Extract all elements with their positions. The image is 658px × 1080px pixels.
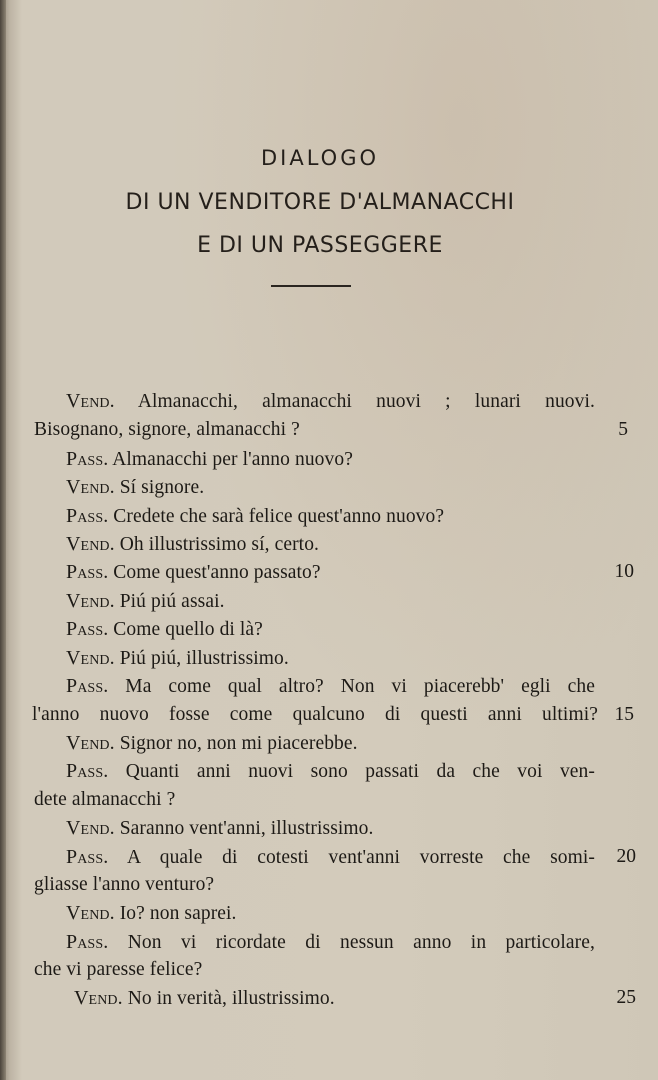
dialogue-line [34,874,214,896]
line-number: 25 [616,987,636,1008]
line-number: 5 [618,419,628,440]
dialogue-text: Credete che sarà felice quest'anno nuovo? [113,506,445,527]
dialogue-text: Almanacchi per l'anno nuovo? [112,449,353,470]
speaker-label: Vend. [66,647,115,669]
line-number: 20 [616,846,636,867]
dialogue-text: No in verità, illustrissimo. [127,988,335,1009]
dialogue-text: dete almanacchi ? [34,789,176,810]
dialogue-text: Non vi ricordate di nessun anno in particolare, [127,932,595,953]
dialogue-line [66,760,595,783]
speaker-label: Pass. [66,561,109,583]
speaker-label: Vend. [66,590,115,612]
speaker-label: Pass. [66,846,109,868]
dialogue-line [66,647,289,670]
speaker-label: Pass. [66,675,109,697]
speaker-label: Pass. [66,505,109,527]
speaker-label: Vend. [74,987,123,1009]
dialogue-line [66,931,595,954]
speaker-label: Vend. [66,390,115,412]
dialogue-line [66,902,237,925]
title-dialogo: DIALOGO [260,146,379,170]
dialogue-text: Almanacchi, almanacchi nuovi ; lunari nuovi. [137,391,595,412]
dialogue-text: gliasse l'anno venturo? [34,874,215,895]
dialogue-line [66,675,595,698]
dialogue-line [66,533,319,556]
dialogue-line [66,476,204,499]
dialogue-line [66,618,263,641]
dialogue-text: Piú piú, illustrissimo. [119,648,289,669]
speaker-label: Vend. [66,533,115,555]
speaker-label: Pass. [66,760,109,782]
dialogue-text: Quanti anni nuovi sono passati da che voi ven- [125,761,595,782]
dialogue-text: che vi paresse felice? [34,959,203,980]
dialogue-text: Oh illustrissimo sí, certo. [119,534,320,555]
dialogue-line [66,448,353,471]
dialogue-line [66,390,595,413]
dialogue-text: Come quello di là? [113,619,263,640]
dialogue-text: Piú piú assai. [119,591,225,612]
dialogue-line [74,987,335,1010]
speaker-label: Vend. [66,817,115,839]
speaker-label: Pass. [66,448,109,470]
dialogue-text: Signor no, non mi piacerebbe. [119,733,358,754]
dialogue-line [66,505,444,528]
dialogue-line [66,732,358,755]
speaker-label: Pass. [66,931,109,953]
dialogue-text: Ma come qual altro? Non vi piacerebb' egli che [125,676,595,697]
dialogue-line [66,590,225,613]
dialogue-line [34,419,300,441]
speaker-label: Vend. [66,902,115,924]
dialogue-text: Sí signore. [119,477,205,498]
dialogue-line [66,561,321,584]
title-rule [271,285,351,287]
title-line-2: DI UN VENDITORE D'ALMANACCHI [125,190,515,215]
speaker-label: Pass. [66,618,109,640]
dialogue-text: Come quest'anno passato? [113,562,321,583]
line-number: 15 [614,704,634,725]
dialogue-line [32,704,598,726]
dialogue-line [66,817,374,840]
dialogue-text: A quale di cotesti vent'anni vorreste che somi- [126,847,595,868]
line-number: 10 [614,561,634,582]
dialogue-text: l'anno nuovo fosse come qualcuno di questi anni ultimi? [32,704,598,725]
speaker-label: Vend. [66,476,115,498]
dialogue-text: Bisognano, signore, almanacchi ? [34,419,300,440]
dialogue-line [66,846,595,869]
dialogue-text: Saranno vent'anni, illustrissimo. [119,818,374,839]
title-line-3: E DI UN PASSEGGERE [197,233,443,258]
dialogue-text: Io? non saprei. [119,903,237,924]
dialogue-line [34,789,175,811]
dialogue-line [34,959,202,981]
speaker-label: Vend. [66,732,115,754]
